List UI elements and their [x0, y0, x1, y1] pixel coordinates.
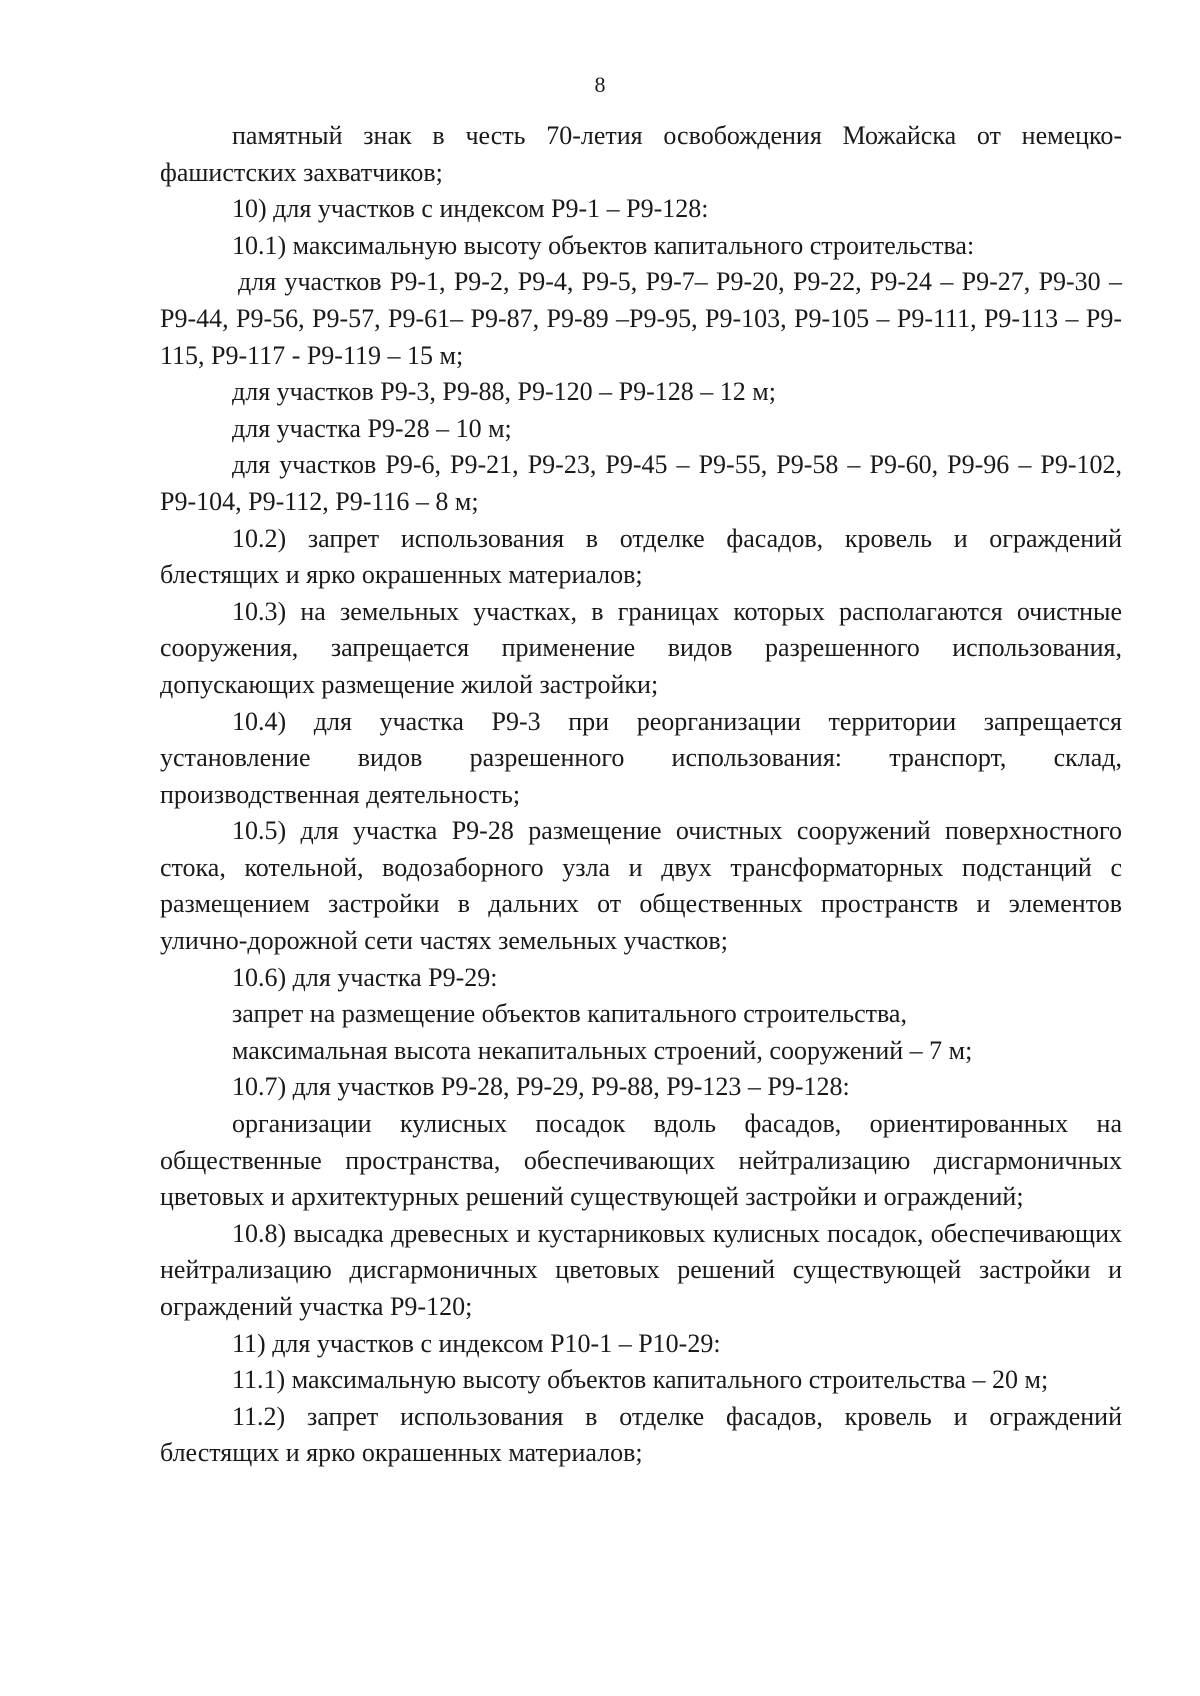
- paragraph-item-10-5: 10.5) для участка Р9-28 размещение очистных сооружений поверхностного стока, котельной, водозаборного узла и двух трансформаторных подстанций с размещением застройки в дальних от общественных пространств и элементов улично-дорожной сети частях земельных участков;: [160, 816, 1122, 956]
- paragraph-screen-plantings: организации кулисных посадок вдоль фасадов, ориентированных на общественные пространства, обеспечивающих нейтрализацию дисгармоничных цветовых и архитектурных решений существующей застройки и ограждений;: [160, 1109, 1122, 1212]
- paragraph-memorial-sign: памятный знак в честь 70-летия освобождения Можайска от немецко-фашистских захватчиков;: [160, 121, 1122, 187]
- paragraph-item-11-1: 11.1) максимальную высоту объектов капитального строительства – 20 м;: [232, 1365, 1049, 1395]
- paragraph-item-10-7: 10.7) для участков Р9-28, Р9-29, Р9-88, Р9-123 – Р9-128:: [232, 1072, 850, 1102]
- paragraph-item-10-3: 10.3) на земельных участках, в границах которых располагаются очистные сооружения, запрещается применение видов разрешенного использования, допускающих размещение жилой застройки;: [160, 596, 1122, 699]
- paragraph-height-15m: для участков Р9-1, Р9-2, Р9-4, Р9-5, Р9-7– Р9-20, Р9-22, Р9-24 – Р9-27, Р9-30 – Р9-44, Р9-56, Р9-57, Р9-61– Р9-87, Р9-89 –Р9-95, Р9-103, Р9-105 – Р9-111, Р9-113 – Р9-115, Р9-117 - Р9-119 – 15 м;: [160, 267, 1122, 370]
- paragraph-item-10-4: 10.4) для участка Р9-3 при реорганизации территории запрещается установление видов разрешенного использования: транспорт, склад, производственная деятельность;: [160, 706, 1122, 809]
- paragraph-item-10-1: 10.1) максимальную высоту объектов капитального строительства:: [232, 230, 975, 260]
- document-body: [160, 118, 1122, 1472]
- paragraph-construction-ban: запрет на размещение объектов капитального строительства,: [232, 999, 907, 1029]
- paragraph-item-11: 11) для участков с индексом Р10-1 – Р10-29:: [232, 1328, 721, 1358]
- paragraph-item-10-2: 10.2) запрет использования в отделке фасадов, кровель и ограждений блестящих и ярко окрашенных материалов;: [160, 523, 1122, 590]
- paragraph-item-10-8: 10.8) высадка древесных и кустарниковых кулисных посадок, обеспечивающих нейтрализацию дисгармоничных цветовых решений существующей застройки и ограждений участка Р9-120;: [160, 1218, 1122, 1321]
- paragraph-height-12m: для участков Р9-3, Р9-88, Р9-120 – Р9-128 – 12 м;: [232, 377, 776, 407]
- paragraph-temporary-height: максимальная высота некапитальных строений, сооружений – 7 м;: [232, 1035, 973, 1065]
- page-number: 8: [594, 72, 606, 97]
- paragraph-height-8m: для участков Р9-6, Р9-21, Р9-23, Р9-45 – Р9-55, Р9-58 – Р9-60, Р9-96 – Р9-102, Р9-104, Р9-112, Р9-116 – 8 м;: [160, 450, 1122, 516]
- paragraph-item-10: 10) для участков с индексом Р9-1 – Р9-128:: [232, 194, 709, 224]
- paragraph-item-10-6: 10.6) для участка Р9-29:: [232, 962, 498, 992]
- paragraph-item-11-2: 11.2) запрет использования в отделке фасадов, кровель и ограждений блестящих и ярко окрашенных материалов;: [160, 1401, 1122, 1468]
- paragraph-height-10m: для участка Р9-28 – 10 м;: [232, 413, 512, 443]
